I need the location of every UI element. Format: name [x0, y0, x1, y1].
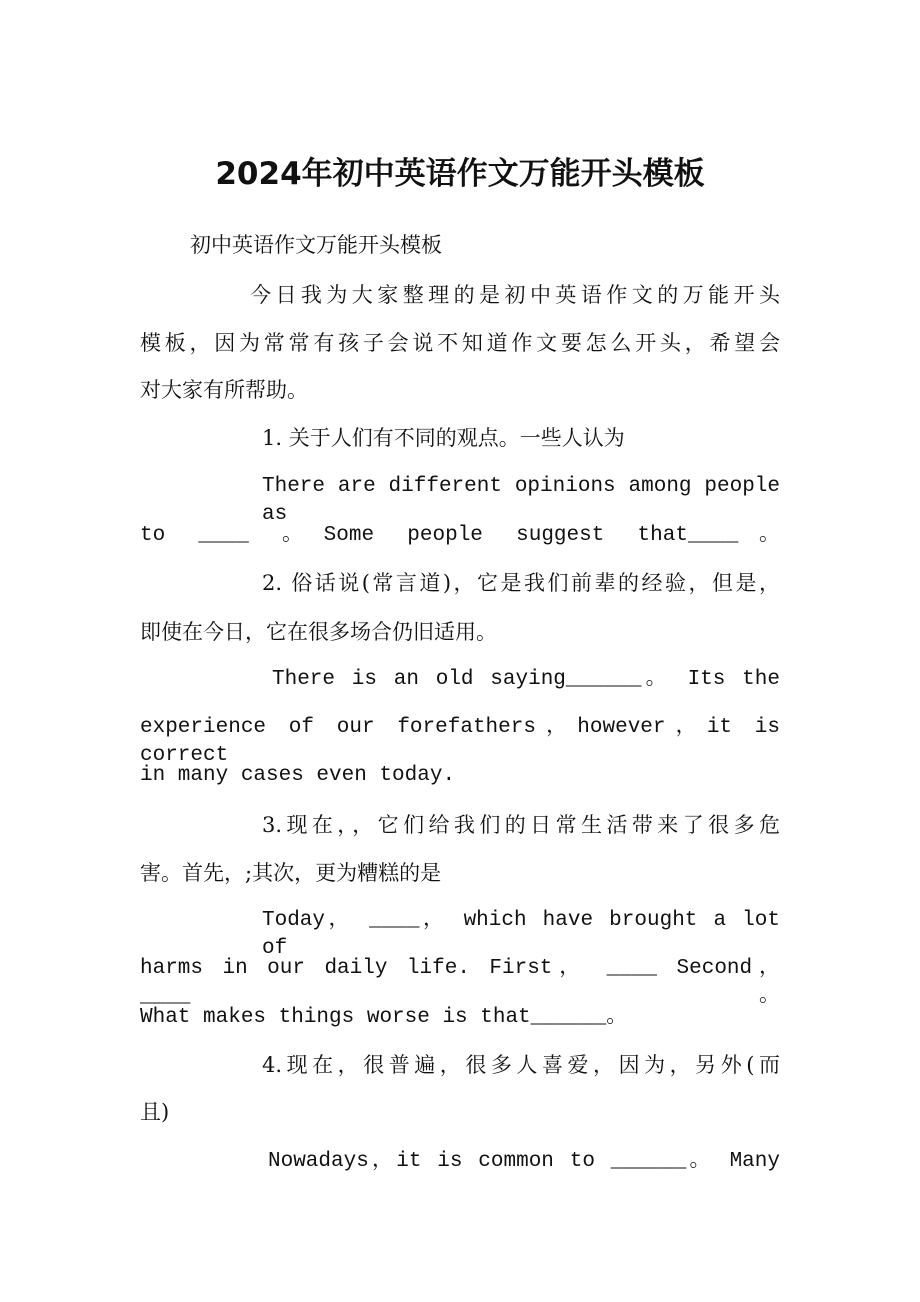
- item-1-english: There are different opinions among people as: [262, 475, 780, 526]
- item-3-heading: 3.现在，，它们给我们的日常生活带来了很多危: [262, 813, 780, 837]
- item-2-english: in many cases even today.: [140, 764, 456, 787]
- document-title: 2024年初中英语作文万能开头模板: [215, 156, 705, 192]
- item-4-heading: 4.现在，很普遍，很多人喜爱，因为，另外(而: [262, 1053, 780, 1077]
- item-2-english: experience of our forefathers，however，it is correct: [140, 716, 780, 767]
- item-2-heading: 2. 俗话说(常言道)，它是我们前辈的经验，但是，: [262, 571, 780, 595]
- item-2-heading: 即使在今日，它在很多场合仍旧适用。: [140, 620, 497, 644]
- item-3-english: What makes things worse is that______。: [140, 1006, 628, 1029]
- item-1-english: to ____ 。Some people suggest that____。: [140, 524, 780, 547]
- intro-line: 模板，因为常常有孩子会说不知道作文要怎么开头，希望会: [140, 331, 780, 355]
- item-4-heading: 且): [140, 1100, 170, 1124]
- intro-line: 今日我为大家整理的是初中英语作文的万能开头: [250, 283, 780, 307]
- intro-line: 对大家有所帮助。: [140, 378, 308, 402]
- subtitle: 初中英语作文万能开头模板: [190, 233, 442, 257]
- item-3-heading: 害。首先，;其次，更为糟糕的是: [140, 861, 442, 885]
- item-1-heading: 1. 关于人们有不同的观点。一些人认为: [262, 426, 625, 450]
- item-3-english: harms in our daily life. First， ____ Second，____。: [140, 957, 780, 1008]
- item-2-english: There is an old saying______。 Its the: [272, 668, 780, 691]
- item-4-english: Nowadays，it is common to ______。 Many: [268, 1150, 780, 1173]
- item-3-english: Today， ____， which have brought a lot of: [262, 909, 780, 960]
